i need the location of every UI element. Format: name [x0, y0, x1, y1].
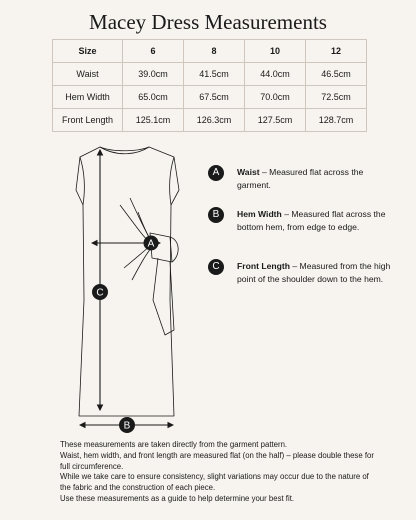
legend-dash: – — [259, 167, 270, 177]
legend-name: Waist — [237, 167, 260, 177]
table-cell: 41.5cm — [184, 63, 245, 86]
row-label: Hem Width — [53, 86, 123, 109]
legend-name: Front Length — [237, 261, 290, 271]
table-header-cell: 12 — [306, 40, 367, 63]
legend-dash: – — [281, 209, 292, 219]
table-cell: 126.3cm — [184, 109, 245, 132]
table-cell: 128.7cm — [306, 109, 367, 132]
legend-dash: – — [289, 261, 300, 271]
row-label: Waist — [53, 63, 123, 86]
table-cell: 125.1cm — [123, 109, 184, 132]
legend-badge: C — [208, 259, 224, 275]
table-cell: 65.0cm — [123, 86, 184, 109]
marker-b — [119, 417, 135, 433]
legend-badge: B — [208, 207, 224, 223]
sleeve-seam-left — [80, 157, 84, 205]
marker-c-label: C — [96, 287, 104, 299]
table-cell: 70.0cm — [245, 86, 306, 109]
dress-outline — [76, 147, 179, 416]
table-cell: 67.5cm — [184, 86, 245, 109]
table-header-cell: 8 — [184, 40, 245, 63]
table-cell: 72.5cm — [306, 86, 367, 109]
table-header-cell: Size — [53, 40, 123, 63]
table-header-cell: 6 — [123, 40, 184, 63]
note-line: These measurements are taken directly from the garment pattern. — [60, 440, 288, 449]
row-label: Front Length — [53, 109, 123, 132]
legend-desc: Measured from the high point of the shoulder down to the hem. — [237, 261, 391, 284]
note-line: While we take care to ensure consistency, slight variations may occur due to the nature of the fabric and the construction of each piece. — [60, 472, 369, 493]
marker-a-label: A — [147, 238, 155, 250]
table-cell: 46.5cm — [306, 63, 367, 86]
table-cell: 127.5cm — [245, 109, 306, 132]
table-cell: 39.0cm — [123, 63, 184, 86]
sleeve-seam-right — [170, 157, 174, 205]
page-title: Macey Dress Measurements — [89, 10, 327, 34]
table-cell: 44.0cm — [245, 63, 306, 86]
marker-a — [144, 236, 159, 251]
measurement-notes — [60, 440, 380, 505]
table-header-cell: 10 — [245, 40, 306, 63]
marker-b-label: B — [123, 420, 131, 432]
legend-badge: A — [208, 165, 224, 181]
legend-desc: Measured flat across the bottom hem, from edge to edge. — [237, 209, 386, 232]
note-line: Use these measurements as a guide to help determine your best fit. — [60, 493, 295, 503]
legend-name: Hem Width — [237, 209, 282, 219]
legend-desc: Measured flat across the garment. — [237, 167, 364, 190]
marker-c — [92, 284, 108, 300]
note-line: Waist, hem width, and front length are measured flat (on the half) – please double these for full circumference. — [60, 450, 374, 471]
